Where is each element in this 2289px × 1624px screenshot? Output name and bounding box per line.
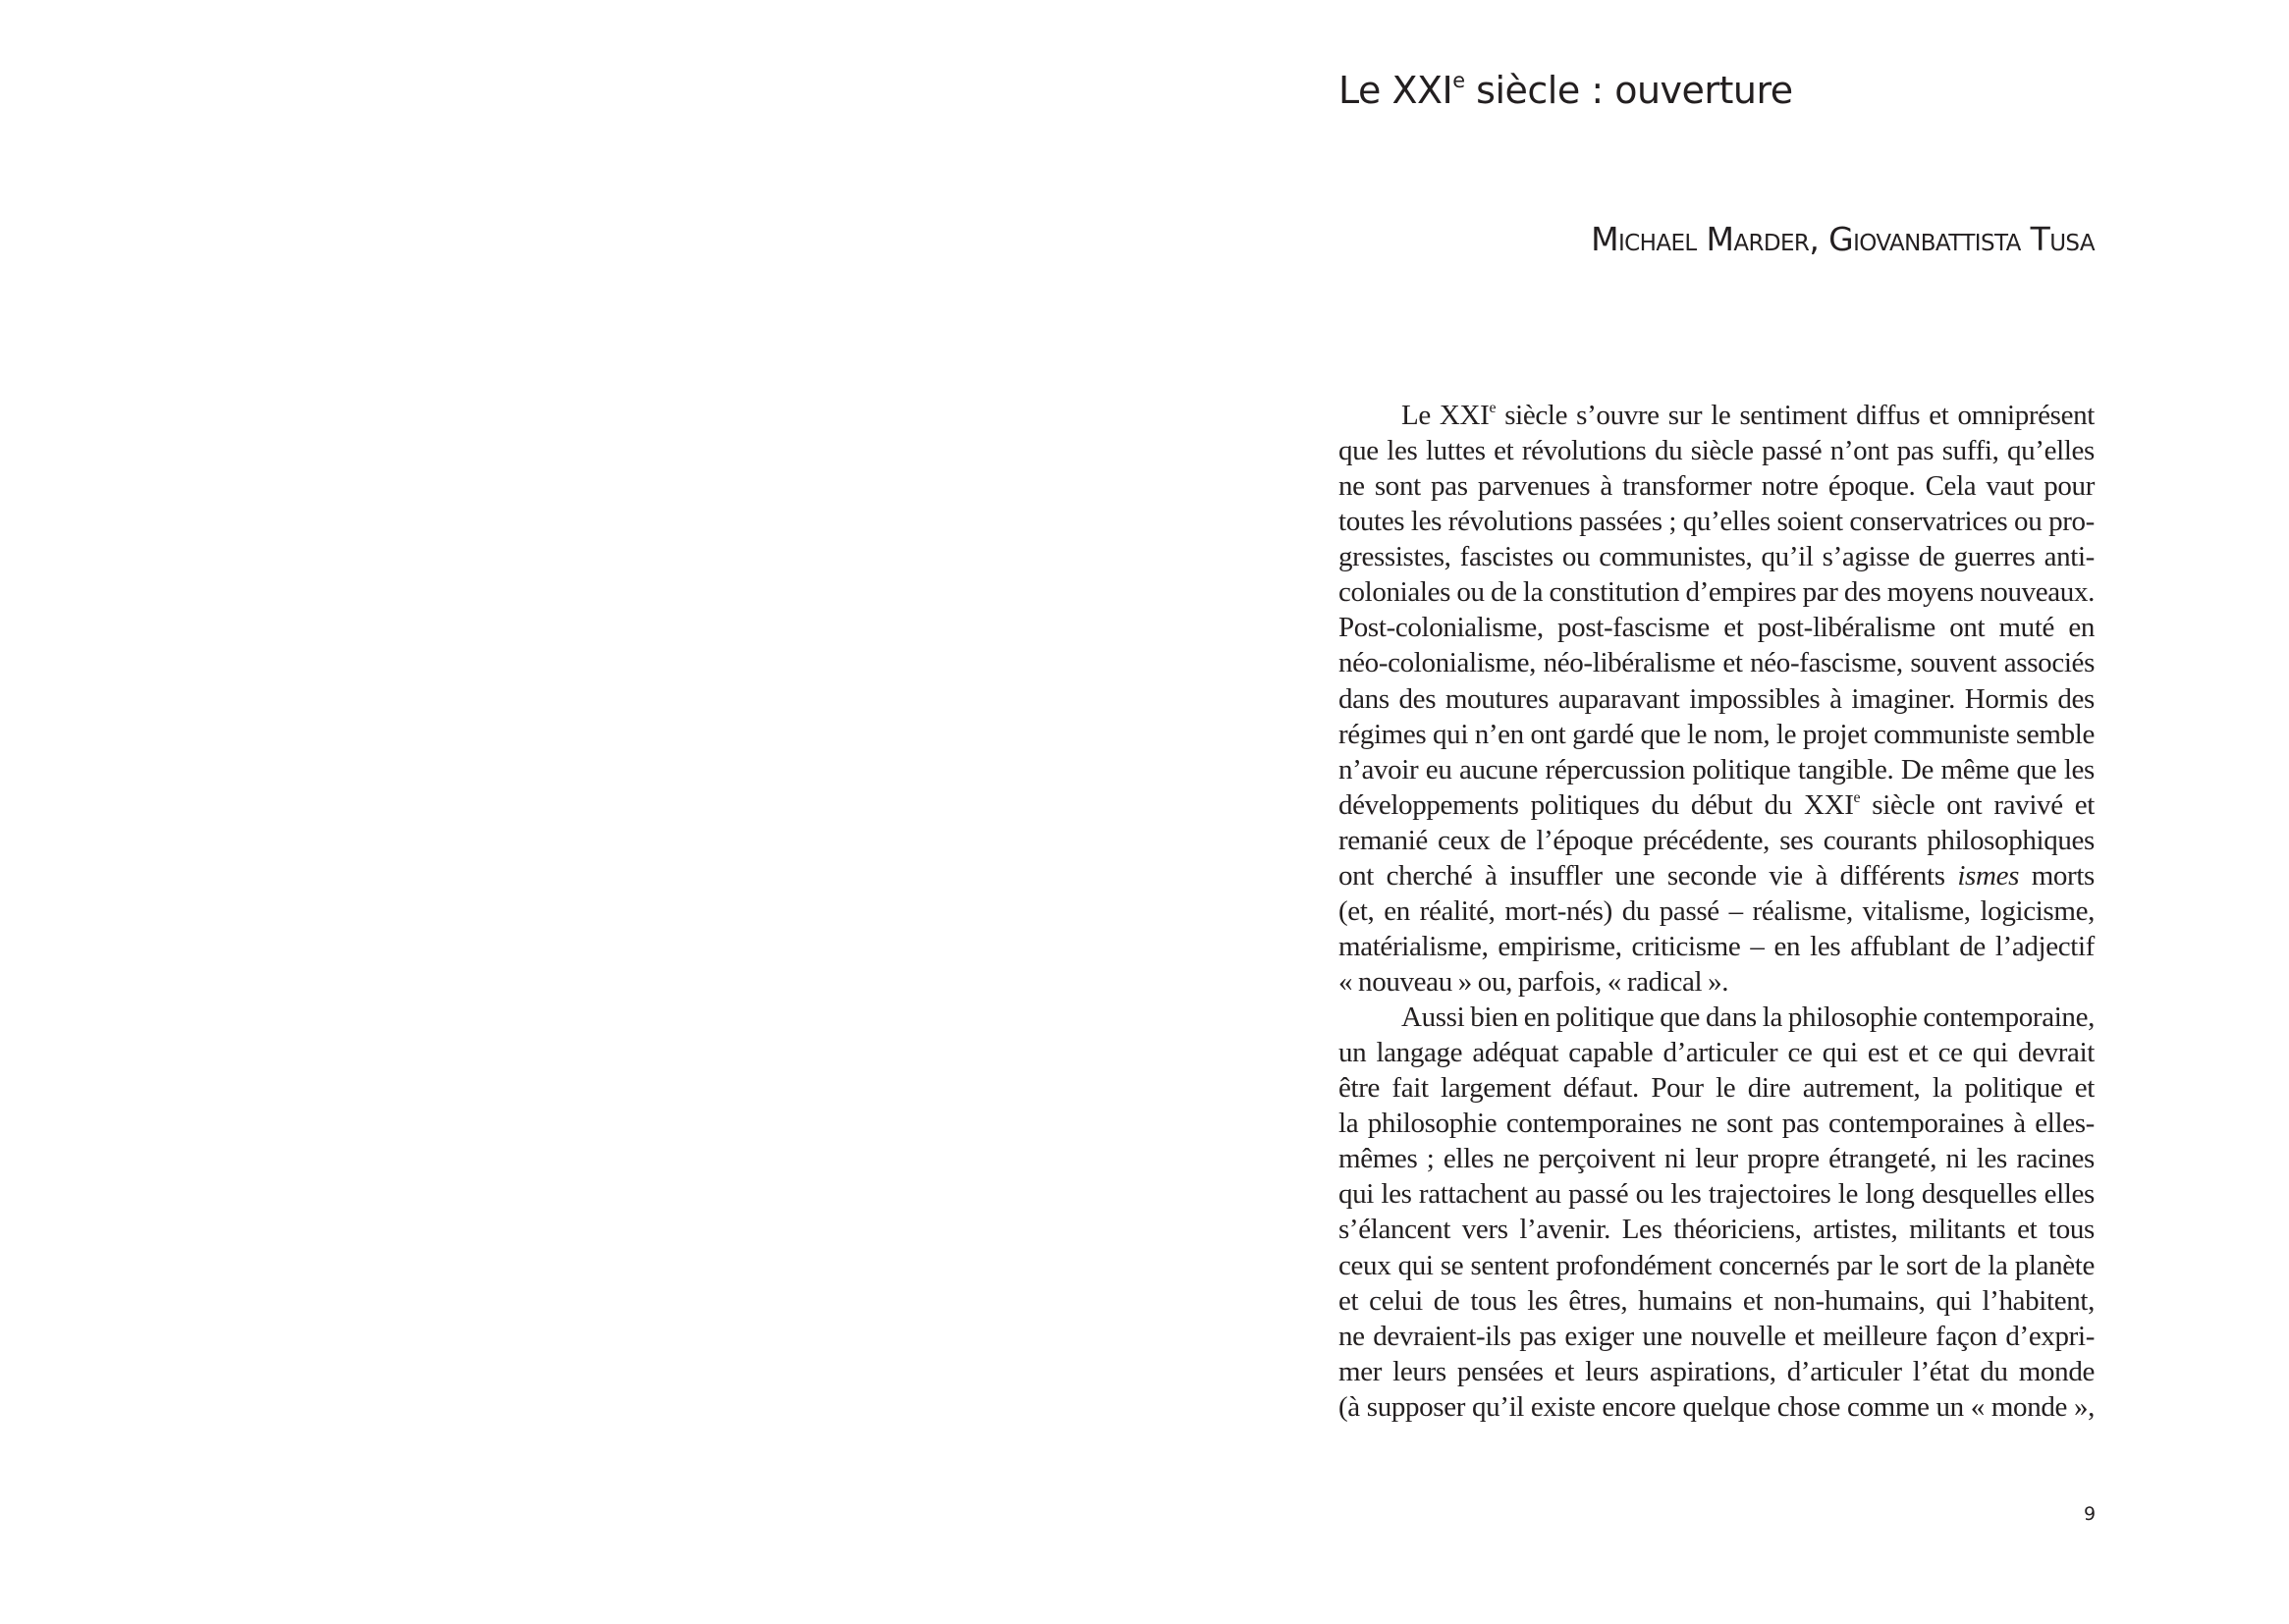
text-line — [1338, 539, 2095, 574]
text-segment: morts — [2019, 859, 2095, 892]
text-line — [1338, 1070, 2095, 1106]
page-number: 9 — [2083, 1503, 2097, 1525]
text-segment: mer leurs pensées et leurs aspirations, d’articuler l’état du monde — [1338, 1355, 2095, 1387]
text-line — [1338, 1389, 2095, 1425]
text-segment: Post-colonialisme, post-fascisme et post-libéralisme ont muté en — [1338, 612, 2095, 644]
text-segment: siècle s’ouvre sur le sentiment diffus et omniprésent — [1496, 400, 2096, 431]
chapter-title-superscript: e — [1452, 69, 1465, 93]
text-line — [1338, 681, 2095, 717]
text-segment: régimes qui n’en ont gardé que le nom, le projet communiste semble — [1338, 718, 2095, 750]
text-line — [1338, 574, 2095, 610]
text-line — [1338, 929, 2095, 964]
text-segment: n’avoir eu aucune répercussion politique tangible. De même que les — [1338, 753, 2095, 785]
emphasis: ismes — [1957, 859, 2020, 892]
text-segment: qui les rattachent au passé ou les trajectoires le long desquelles elles — [1338, 1178, 2095, 1211]
text-segment: la philosophie contemporaines ne sont pas contemporaines à elles- — [1338, 1108, 2095, 1140]
body-paragraph — [1338, 398, 2095, 1000]
text-line — [1338, 752, 2095, 787]
text-line — [1338, 1035, 2095, 1070]
text-segment: néo-colonialisme, néo-libéralisme et néo-fascisme, souvent associés — [1338, 647, 2095, 679]
superscript: e — [1489, 400, 1497, 417]
chapter-title-suffix: siècle : ouverture — [1464, 69, 1793, 112]
text-segment: ne sont pas parvenues à transformer notre époque. Cela vaut pour — [1338, 470, 2095, 503]
text-line — [1338, 398, 2095, 433]
text-line — [1338, 504, 2095, 539]
chapter-authors: Michael Marder, Giovanbattista Tusa — [1591, 220, 2095, 258]
left-page-blank — [0, 0, 1144, 1624]
text-segment: être fait largement défaut. Pour le dire autrement, la politique et — [1338, 1072, 2095, 1105]
text-line — [1338, 1176, 2095, 1212]
text-segment: toutes les révolutions passées ; qu’elles soient conservatrices ou pro- — [1338, 506, 2095, 538]
text-segment: siècle ont ravivé et — [1860, 788, 2096, 821]
text-segment: un langage adéquat capable d’articuler ce qui est et ce qui devrait — [1338, 1037, 2095, 1069]
text-segment: que les luttes et révolutions du siècle passé n’ont pas suffi, qu’elles — [1338, 435, 2095, 467]
text-segment: s’élancent vers l’avenir. Les théoriciens, artistes, militants et tous — [1338, 1214, 2095, 1246]
text-line — [1338, 610, 2095, 645]
text-line — [1338, 1319, 2095, 1354]
body-paragraph — [1338, 1000, 2095, 1425]
text-segment: coloniales ou de la constitution d’empires par des moyens nouveaux. — [1338, 576, 2095, 609]
text-line — [1338, 893, 2095, 929]
text-segment: et celui de tous les êtres, humains et non-humains, qui l’habitent, — [1338, 1284, 2095, 1317]
text-line — [1338, 1248, 2095, 1283]
text-line — [1338, 433, 2095, 468]
text-line — [1338, 1212, 2095, 1247]
text-segment: Aussi bien en politique que dans la philosophie contemporaine, — [1401, 1001, 2095, 1034]
text-line — [1338, 645, 2095, 680]
text-line — [1338, 823, 2095, 858]
text-segment: ont cherché à insuffler une seconde vie à différents — [1338, 859, 1958, 892]
text-segment: (à supposer qu’il existe encore quelque chose comme un « monde », — [1338, 1390, 2095, 1423]
text-line — [1338, 1354, 2095, 1389]
text-segment: « nouveau » ou, parfois, « radical ». — [1338, 966, 1729, 998]
text-segment: Le XXI — [1401, 400, 1490, 431]
body-text — [1338, 398, 2095, 1425]
superscript: e — [1853, 788, 1861, 806]
text-segment: gressistes, fascistes ou communistes, qu’il s’agisse de guerres anti- — [1338, 541, 2095, 573]
text-segment: développements politiques du début du XXI — [1338, 788, 1854, 821]
text-segment: ceux qui se sentent profondément concernés par le sort de la planète — [1338, 1249, 2095, 1281]
text-line — [1338, 1141, 2095, 1176]
text-line — [1338, 1000, 2095, 1035]
text-line — [1338, 1283, 2095, 1319]
text-segment: matérialisme, empirisme, criticisme – en les affublant de l’adjectif — [1338, 930, 2095, 962]
text-line — [1338, 787, 2095, 823]
text-line — [1338, 468, 2095, 504]
text-line — [1338, 1106, 2095, 1141]
text-segment: remanié ceux de l’époque précédente, ses courants philosophiques — [1338, 824, 2095, 856]
text-line — [1338, 858, 2095, 893]
chapter-title-prefix: Le XXI — [1338, 69, 1453, 112]
text-segment: ne devraient-ils pas exiger une nouvelle et meilleure façon d’expri- — [1338, 1320, 2095, 1352]
text-segment: dans des moutures auparavant impossibles à imaginer. Hormis des — [1338, 682, 2095, 715]
text-segment: mêmes ; elles ne perçoivent ni leur propre étrangeté, ni les racines — [1338, 1143, 2095, 1175]
text-segment: (et, en réalité, mort-nés) du passé – réalisme, vitalisme, logicisme, — [1338, 894, 2095, 927]
chapter-title — [1338, 63, 1793, 124]
text-line — [1338, 964, 2095, 1000]
text-line — [1338, 717, 2095, 752]
